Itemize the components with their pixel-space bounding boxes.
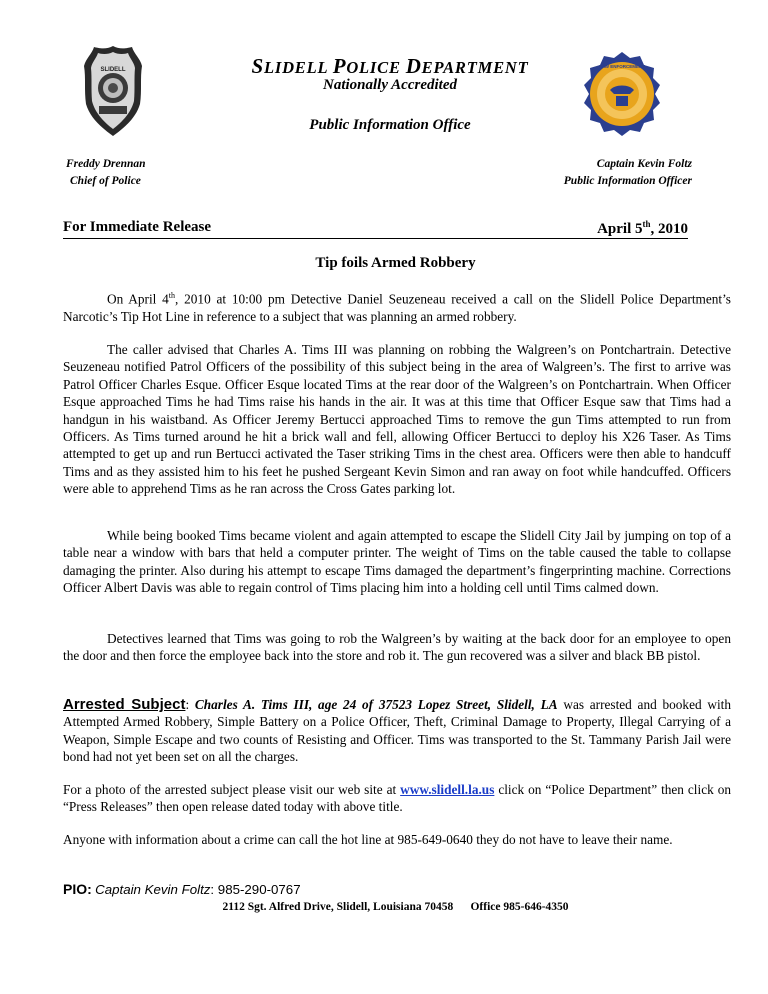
info-paragraph: Anyone with information about a crime can call the hot line at 985-649-0640 they do not have to leave their name. — [63, 832, 673, 847]
arrested-label: Arrested Subject — [63, 696, 186, 713]
website-link[interactable]: www.slidell.la.us — [400, 782, 495, 797]
footer-pio-label: PIO: — [63, 881, 92, 897]
pio-block — [564, 156, 692, 190]
release-label: For Immediate Release — [63, 219, 212, 235]
arrested-subject: Charles A. Tims III, age 24 of 37523 Lopez Street, Slidell, LA — [194, 697, 558, 712]
chief-name: Freddy Drennan — [66, 158, 146, 170]
headline: Tip foils Armed Robbery — [315, 255, 476, 271]
footer-pio-name: Captain Kevin Foltz — [95, 882, 211, 897]
release-bar — [63, 219, 688, 239]
badge-label: SLIDELL — [100, 67, 126, 73]
accreditation-subtitle: Nationally Accredited — [322, 77, 457, 93]
chief-title: Chief of Police — [70, 175, 141, 187]
office-subtitle: Public Information Office — [309, 117, 471, 133]
title-part: OLICE — [346, 58, 406, 77]
paragraph-4: Detectives learned that Tims was going to rob the Walgreen’s by waiting at the back door for an employee to open the door and then force the employee back into the store and rob it. The gun recovered was a silver and black BB pistol. — [63, 631, 731, 664]
chief-block — [66, 156, 146, 190]
footer-pio — [63, 881, 301, 898]
photo-paragraph: For a photo of the arrested subject please visit our web site at www.slidell.la.us click on “Police Department” then click on “Press Releases” then open release dated today with above title. — [63, 782, 731, 815]
paragraph-3: While being booked Tims became violent and again attempted to escape the Slidell City Jail by jumping on top of a table near a window with bars that held a computer printer. The weight of Tims on the table caused the table to collapse damaging the printer. Also during his attempt to escape Tims damaged the department’s fingerprinting machine. Corrections Officer Albert Davis was able to regain control of Tims placing him into a holding cell until Tims calmed down. — [63, 528, 731, 596]
arrested-paragraph: Arrested Subject: Charles A. Tims III, age 24 of 37523 Lopez Street, Slidell, LA was arrested and booked with Attempted Armed Robbery, Simple Battery on a Police Officer, Theft, Criminal Damage to Property, Illegal Carrying of a Weapon, Simple Escape and two counts of Resisting and Officer. Tims was transported to the St. Tammany Parish Jail were bond had not yet been set on all the charges. — [63, 696, 731, 765]
footer-address: 2112 Sgt. Alfred Drive, Slidell, Louisiana 70458 Office 985-646-4350 — [222, 901, 569, 913]
title-initial: D — [405, 54, 422, 78]
paragraph-2: The caller advised that Charles A. Tims III was planning on robbing the Walgreen’s on Pontchartrain. Detective Seuzeneau notified Patrol Officers of the possibility of this subject being in the area of Walgreen’s. The first to arrive was Patrol Officer Charles Esque. Officer Esque located Tims at the rear door of the Walgreen’s on Pontchartrain. When Officer Esque approached Tims he had Tims raise his hands in the air. It was at this time that Officer Esque saw that Tims had a handgun in his waistband. As Officer Jeremy Bertucci approached Tims to remove the gun Tims attempted to run from Officers. As Tims turned around he hit a brick wall and fell, allowing Officer Bertucci to deploy his X26 Taser. As Tims attempted to get up and run Bertucci activated the Taser striking Tims in the chest area. Officers were then able to handcuff Tims and as they assisted him to his feet he pushed Sergeant Kevin Simon and ran away on foot while handcuffed. Officers were able to apprehend Tims as he ran across the Cross Gates parking lot. — [63, 342, 731, 497]
pio-name: Captain Kevin Foltz — [596, 158, 692, 170]
police-badge-icon — [82, 44, 144, 138]
paragraph-1: On April 4th, 2010 at 10:00 pm Detective Daniel Seuzeneau received a call on the Slidell Police Department’s Narcotic’s Tip Hot Line in reference to a subject that was planning an armed robbery. — [63, 291, 731, 324]
title-initial: P — [332, 54, 347, 78]
pio-title: Public Information Officer — [563, 175, 692, 187]
title-part: LIDELL — [263, 58, 333, 77]
title-initial: S — [251, 54, 264, 78]
title-part: EPARTMENT — [421, 58, 529, 77]
footer-pio-phone: : 985-290-0767 — [210, 882, 301, 897]
department-title — [160, 54, 620, 79]
seal-label: LAW ENFORCEMENT — [599, 64, 645, 69]
release-date: April 5th, 2010 — [597, 219, 688, 237]
